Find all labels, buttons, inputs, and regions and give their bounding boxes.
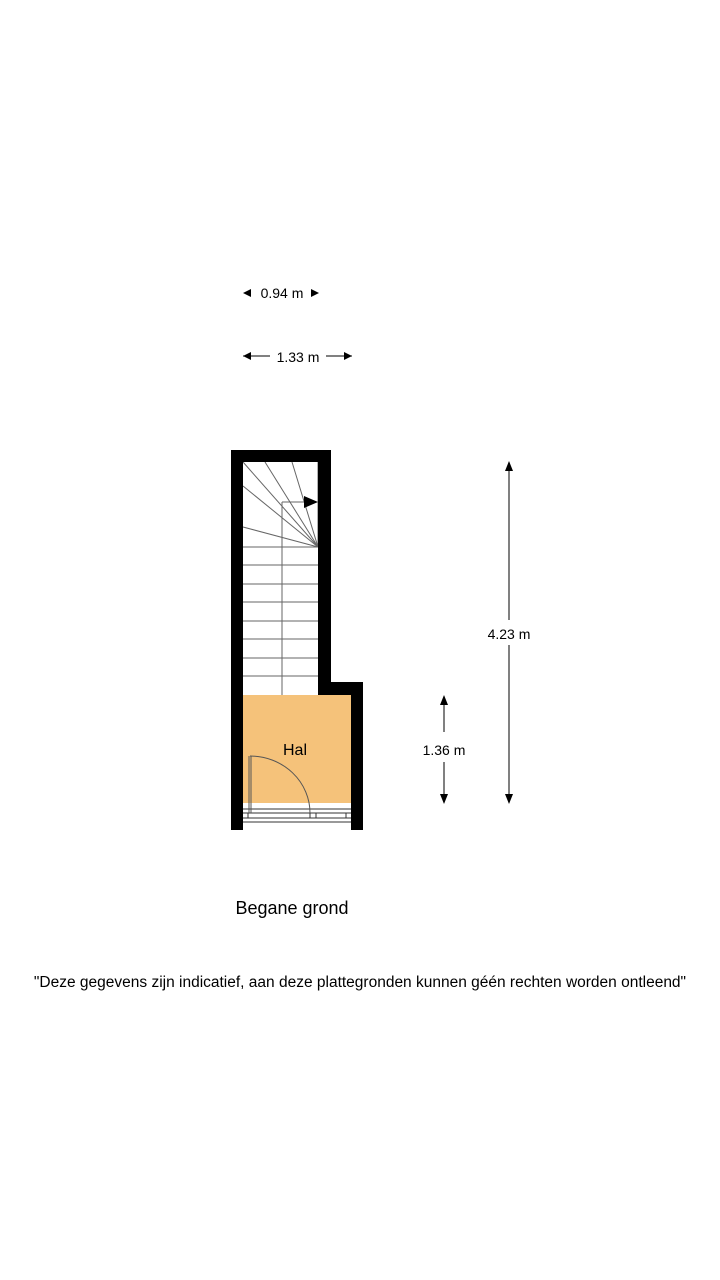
arrow-down-icon <box>440 794 448 804</box>
front-window <box>243 803 351 830</box>
arrow-up-icon <box>440 695 448 705</box>
dimension-label-stair-width: 0.94 m <box>260 285 304 301</box>
floor-title: Begane grond <box>235 898 349 918</box>
arrow-left-icon <box>243 352 251 360</box>
dimension-label-total-width: 1.33 m <box>276 349 320 365</box>
dimension-hall-depth <box>423 695 466 804</box>
disclaimer: "Deze gegevens zijn indicatief, aan deze plattegronden kunnen géén rechten worden ontleend" <box>33 974 687 991</box>
dimension-total-depth <box>488 461 531 804</box>
dimension-stair-width <box>243 285 319 301</box>
dimension-label-total-depth: 4.23 m <box>487 626 531 642</box>
arrow-down-icon <box>505 794 513 804</box>
dimension-label-hall-depth: 1.36 m <box>422 742 466 758</box>
arrow-right-icon <box>344 352 352 360</box>
dimension-total-width <box>243 349 352 365</box>
arrow-up-icon <box>505 461 513 471</box>
room-label-hal: Hal <box>282 742 308 759</box>
arrow-left-icon <box>243 289 251 297</box>
arrow-right-icon <box>311 289 319 297</box>
stair-floor <box>243 462 318 695</box>
